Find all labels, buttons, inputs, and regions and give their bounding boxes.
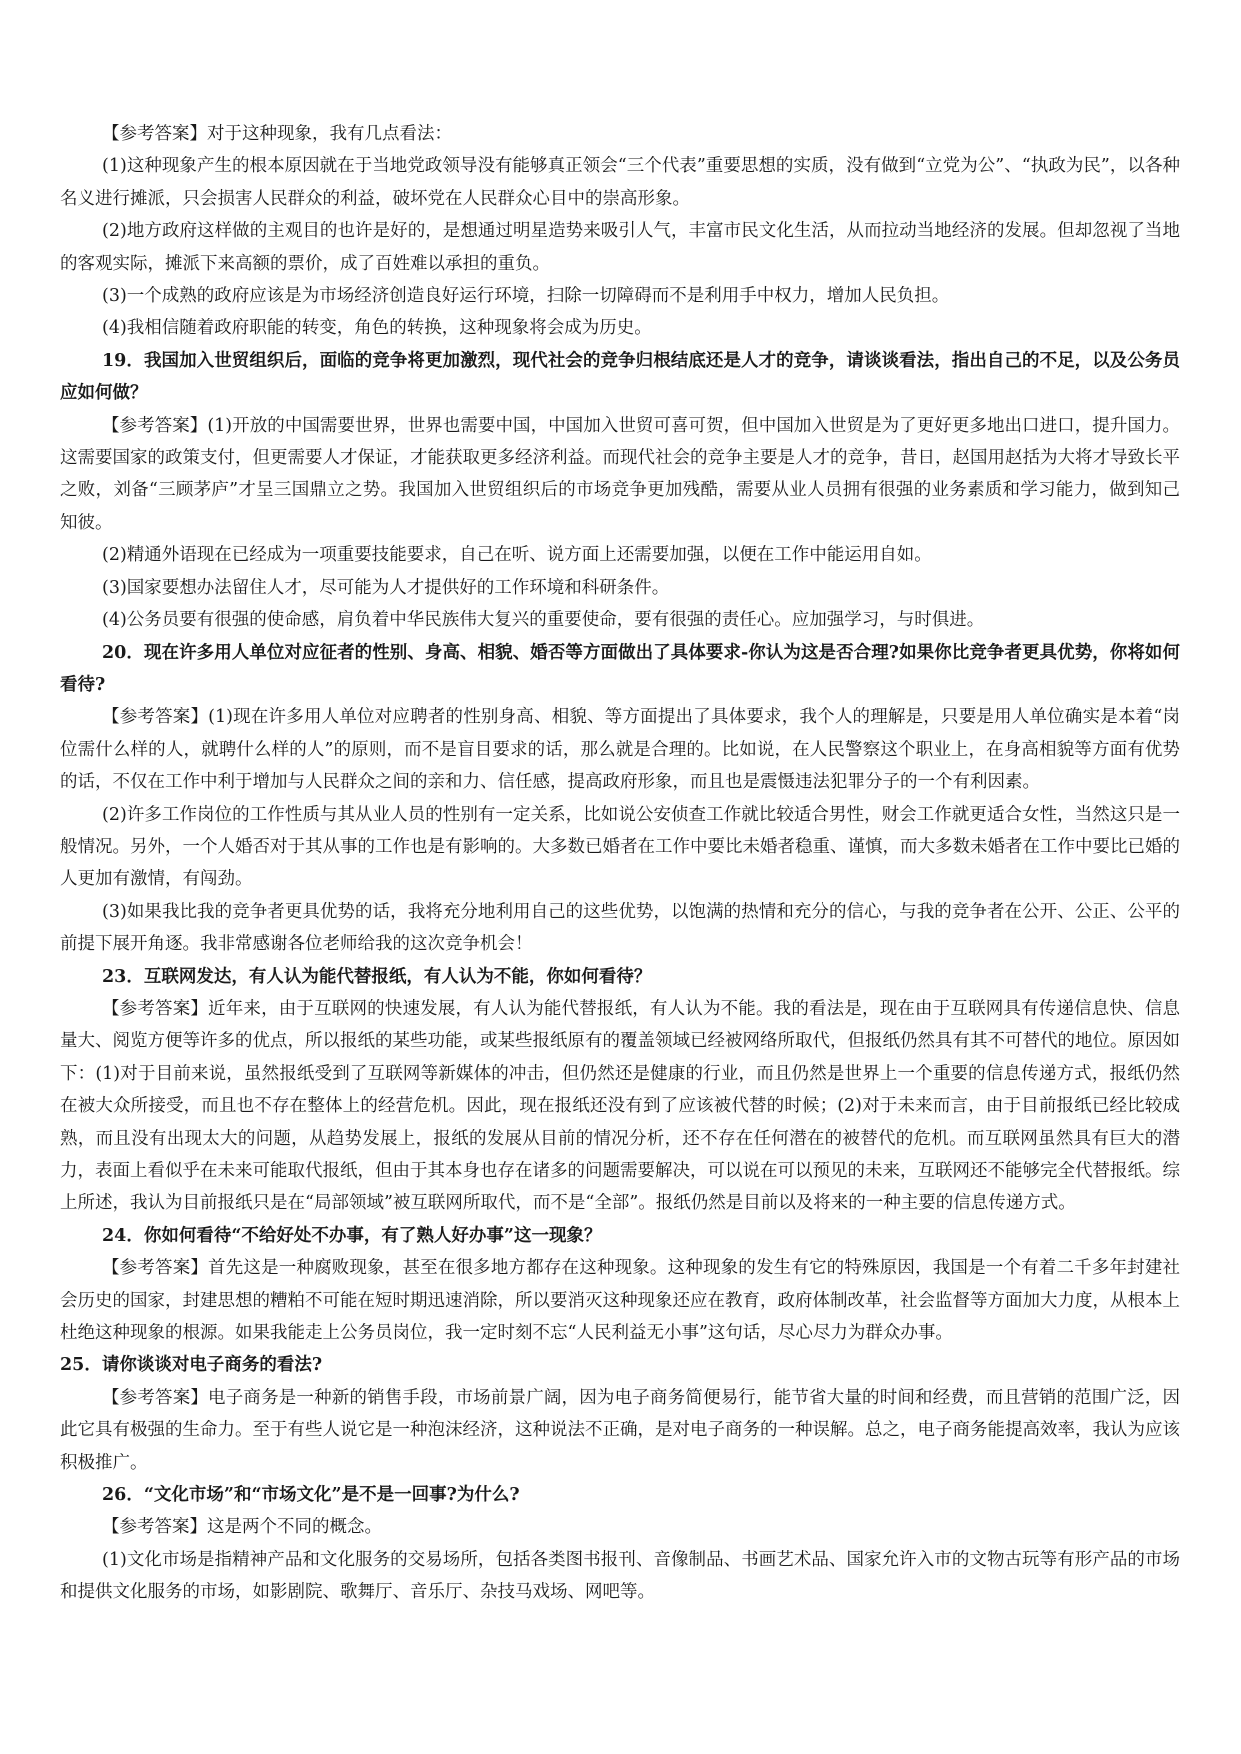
- paragraph: (3)如果我比我的竞争者更具优势的话，我将充分地利用自己的这些优势，以饱满的热情和充分的信心，与我的竞争者在公开、公正、公平的前提下展开角逐。我非常感谢各位老师给我的这次竞争机会！: [60, 901, 1180, 955]
- paragraph: 【参考答案】对于这种现象，我有几点看法：: [102, 124, 452, 144]
- paragraph: (4)公务员要有很强的使命感，肩负着中华民族伟大复兴的重要使命，要有很强的责任心。应加强学习，与时俱进。: [102, 610, 985, 631]
- paragraph: 【参考答案】这是两个不同的概念。: [102, 1517, 382, 1538]
- paragraph: (4)我相信随着政府职能的转变，角色的转换，这种现象将会成为历史。: [102, 318, 652, 339]
- question-heading: 20．现在许多用人单位对应征者的性别、身高、相貌、婚否等方面做出了具体要求-你认为这是否合理?如果你比竞争者更具优势，你将如何看待?: [60, 642, 1180, 695]
- paragraph: (2)精通外语现在已经成为一项重要技能要求，自己在听、说方面上还需要加强，以便在工作中能运用自如。: [102, 545, 932, 566]
- question-heading: 26．“文化市场”和“市场文化”是不是一回事?为什么?: [102, 1485, 520, 1506]
- paragraph: (3)一个成熟的政府应该是为市场经济创造良好运行环境，扫除一切障碍而不是利用手中权力，增加人民负担。: [102, 286, 950, 307]
- paragraph: (1)文化市场是指精神产品和文化服务的交易场所，包括各类图书报刊、音像制品、书画艺术品、国家允许入市的文物古玩等有形产品的市场和提供文化服务的市场，如影剧院、歌舞厅、音乐厅、杂技马戏场、网吧等。: [60, 1549, 1180, 1603]
- paragraph: 【参考答案】(1)开放的中国需要世界，世界也需要中国，中国加入世贸可喜可贺，但中国加入世贸是为了更好更多地出口进口，提升国力。这需要国家的政策支付，但更需要人才保证，才能获取更多经济利益。而现代社会的竞争主要是人才的竞争，昔日，赵国用赵括为大将才导致长平之败，刘备“三顾茅庐”才呈三国鼎立之势。我国加入世贸组织后的市场竞争更加残酷，需要从业人员拥有很强的业务素质和学习能力，做到知己知彼。: [60, 415, 1180, 533]
- paragraph: (3)国家要想办法留住人才，尽可能为人才提供好的工作环境和科研条件。: [102, 577, 670, 598]
- paragraph: 【参考答案】电子商务是一种新的销售手段，市场前景广阔，因为电子商务简便易行，能节省大量的时间和经费，而且营销的范围广泛，因此它具有极强的生命力。至于有些人说它是一种泡沫经济，这种说法不正确，是对电子商务的一种误解。总之，电子商务能提高效率，我认为应该积极推广。: [60, 1387, 1180, 1473]
- question-heading: 25．请你谈谈对电子商务的看法?: [60, 1355, 323, 1376]
- question-heading: 19．我国加入世贸组织后，面临的竞争将更加激烈，现代社会的竞争归根结底还是人才的竞争，请谈谈看法，指出自己的不足，以及公务员应如何做？: [60, 350, 1180, 404]
- paragraph: (1)这种现象产生的根本原因就在于当地党政领导没有能够真正领会“三个代表”重要思想的实质，没有做到“立党为公”、“执政为民”，以各种名义进行摊派，只会损害人民群众的利益，破坏党在人民群众心目中的崇高形象。: [60, 156, 1180, 209]
- paragraph: 【参考答案】(1)现在许多用人单位对应聘者的性别身高、相貌、等方面提出了具体要求，我个人的理解是，只要是用人单位确实是本着“岗位需什么样的人，就聘什么样的人”的原则，而不是盲目要求的话，那么就是合理的。比如说，在人民警察这个职业上，在身高相貌等方面有优势的话，不仅在工作中利于增加与人民群众之间的亲和力、信任感，提高政府形象，而且也是震慑违法犯罪分子的一个有利因素。: [60, 707, 1180, 793]
- paragraph: (2)许多工作岗位的工作性质与其从业人员的性别有一定关系，比如说公安侦查工作就比较适合男性，财会工作就更适合女性，当然这只是一般情况。另外，一个人婚否对于其从事的工作也是有影响的。大多数已婚者在工作中要比未婚者稳重、谨慎，而大多数未婚者在工作中要比已婚的人更加有激情，有闯劲。: [60, 804, 1180, 890]
- question-heading: 24．你如何看待“不给好处不办事，有了熟人好办事”这一现象？: [102, 1225, 602, 1246]
- question-heading: 23．互联网发达，有人认为能代替报纸，有人认为不能，你如何看待？: [102, 966, 652, 987]
- paragraph: 【参考答案】近年来，由于互联网的快速发展，有人认为能代替报纸，有人认为不能。我的看法是，现在由于互联网具有传递信息快、信息量大、阅览方便等许多的优点，所以报纸的某些功能，或某些报纸原有的覆盖领域已经被网络所取代，但报纸仍然具有其不可替代的地位。原因如下：(1)对于目前来说，虽然报纸受到了互联网等新媒体的冲击，但仍然还是健康的行业，而且仍然是世界上一个重要的信息传递方式，报纸仍然在被大众所接受，而且也不存在整体上的经营危机。因此，现在报纸还没有到了应该被代替的时候；(2)对于未来而言，由于目前报纸已经比较成熟，而且没有出现太大的问题，从趋势发展上，报纸的发展从目前的情况分析，还不存在任何潜在的被替代的危机。而互联网虽然具有巨大的潜力，表面上看似乎在未来可能取代报纸，但由于其本身也存在诸多的问题需要解决，可以说在可以预见的未来，互联网还不能够完全代替报纸。综上所述，我认为目前报纸只是在“局部领域”被互联网所取代，而不是“全部”。报纸仍然是目前以及将来的一种主要的信息传递方式。: [60, 998, 1180, 1214]
- paragraph: 【参考答案】首先这是一种腐败现象，甚至在很多地方都存在这种现象。这种现象的发生有它的特殊原因，我国是一个有着二千多年封建社会历史的国家，封建思想的糟粕不可能在短时期迅速消除，所以要消灭这种现象还应在教育，政府体制改革，社会监督等方面加大力度，从根本上杜绝这种现象的根源。如果我能走上公务员岗位，我一定时刻不忘“人民利益无小事”这句话，尽心尽力为群众办事。: [60, 1258, 1180, 1344]
- paragraph: (2)地方政府这样做的主观目的也许是好的，是想通过明星造势来吸引人气，丰富市民文化生活，从而拉动当地经济的发展。但却忽视了当地的客观实际，摊派下来高额的票价，成了百姓难以承担的重负。: [60, 221, 1180, 274]
- document-page: [60, 118, 1180, 1609]
